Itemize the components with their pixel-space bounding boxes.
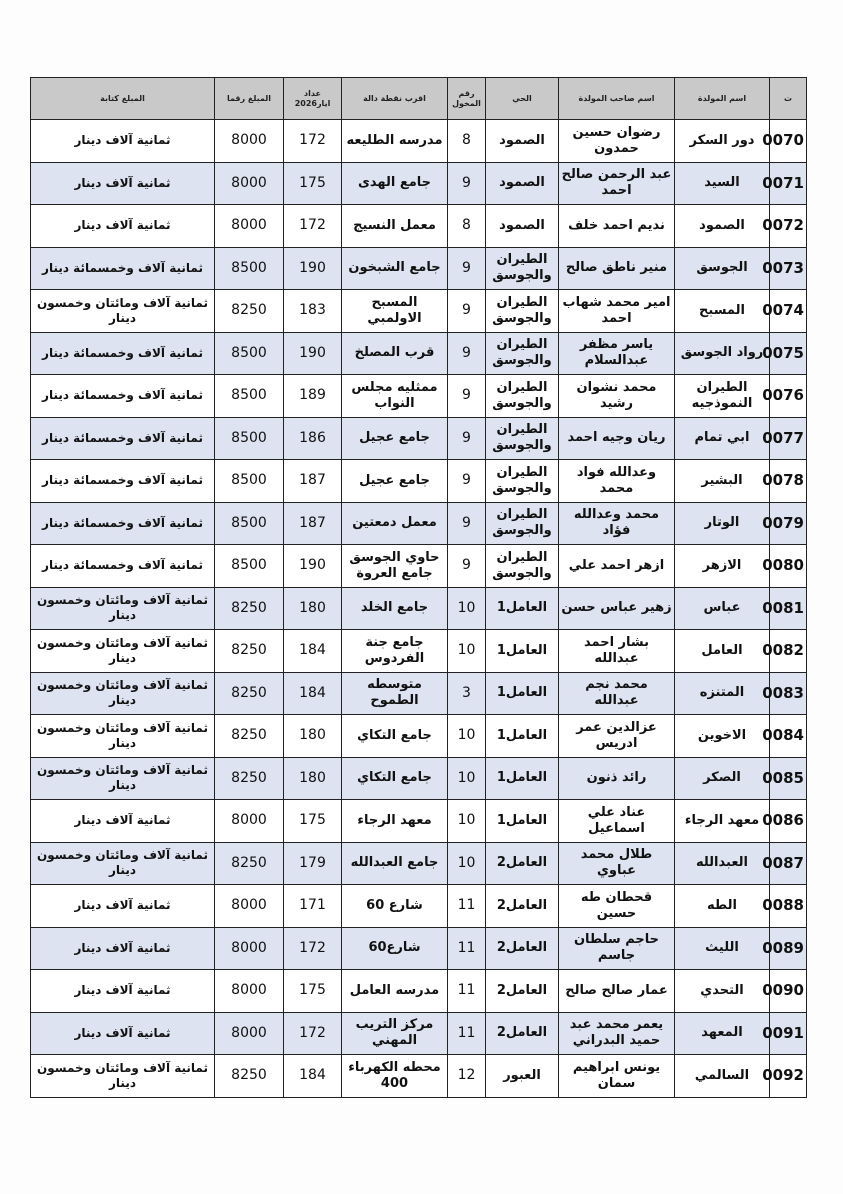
table-row bbox=[31, 672, 807, 715]
cell-neighborhood: الطيران والجوسق bbox=[486, 290, 559, 333]
cell-generator-name: الاخوين bbox=[675, 715, 770, 758]
cell-amount-numeric: 8000 bbox=[215, 162, 284, 205]
cell-amount-words: ثمانية آلاف دينار bbox=[31, 970, 215, 1013]
cell-id: 0089 bbox=[770, 927, 807, 970]
cell-id: 0072 bbox=[770, 205, 807, 248]
cell-amount-words: ثمانية آلاف دينار bbox=[31, 205, 215, 248]
cell-generator-name: الوتار bbox=[675, 502, 770, 545]
cell-generator-name: الجوسق bbox=[675, 247, 770, 290]
cell-neighborhood: الطيران والجوسق bbox=[486, 502, 559, 545]
cell-generator-name: السالمي bbox=[675, 1055, 770, 1098]
table-row bbox=[31, 970, 807, 1013]
cell-generator-name: السيد bbox=[675, 162, 770, 205]
cell-owner-name: نديم احمد خلف bbox=[559, 205, 675, 248]
cell-amount-numeric: 8500 bbox=[215, 247, 284, 290]
header-neighborhood: الحي bbox=[486, 78, 559, 120]
cell-generator-name: رواد الجوسق bbox=[675, 332, 770, 375]
cell-nearest-landmark: شارع 60 bbox=[342, 885, 448, 928]
cell-id: 0079 bbox=[770, 502, 807, 545]
cell-nearest-landmark: مدرسه العامل bbox=[342, 970, 448, 1013]
cell-amount-numeric: 8250 bbox=[215, 715, 284, 758]
cell-amount-numeric: 8000 bbox=[215, 885, 284, 928]
cell-circuit-number: 11 bbox=[448, 885, 486, 928]
cell-circuit-number: 10 bbox=[448, 757, 486, 800]
cell-generator-name: الازهر bbox=[675, 545, 770, 588]
cell-id: 0078 bbox=[770, 460, 807, 503]
cell-id: 0086 bbox=[770, 800, 807, 843]
cell-amount-words: ثمانية آلاف وخمسمائة دينار bbox=[31, 375, 215, 418]
cell-nearest-landmark: معهد الرجاء bbox=[342, 800, 448, 843]
cell-id: 0090 bbox=[770, 970, 807, 1013]
cell-generator-name: المسبح bbox=[675, 290, 770, 333]
cell-circuit-number: 9 bbox=[448, 247, 486, 290]
table-row bbox=[31, 757, 807, 800]
cell-meter: 190 bbox=[284, 247, 342, 290]
cell-circuit-number: 9 bbox=[448, 545, 486, 588]
cell-generator-name: الصمود bbox=[675, 205, 770, 248]
cell-id: 0091 bbox=[770, 1012, 807, 1055]
table-row bbox=[31, 120, 807, 163]
cell-circuit-number: 9 bbox=[448, 417, 486, 460]
cell-owner-name: محمد نجم عبدالله bbox=[559, 672, 675, 715]
cell-id: 0088 bbox=[770, 885, 807, 928]
cell-nearest-landmark: جامع التكاي bbox=[342, 715, 448, 758]
cell-generator-name: معهد الرجاء bbox=[675, 800, 770, 843]
cell-meter: 184 bbox=[284, 630, 342, 673]
table-row bbox=[31, 502, 807, 545]
cell-owner-name: قحطان طه حسين bbox=[559, 885, 675, 928]
cell-owner-name: يعمر محمد عبد حميد البدراني bbox=[559, 1012, 675, 1055]
cell-nearest-landmark: مدرسه الطليعه bbox=[342, 120, 448, 163]
cell-neighborhood: العامل1 bbox=[486, 587, 559, 630]
cell-amount-words: ثمانية آلاف وخمسمائة دينار bbox=[31, 332, 215, 375]
cell-neighborhood: العامل2 bbox=[486, 885, 559, 928]
cell-meter: 189 bbox=[284, 375, 342, 418]
cell-nearest-landmark: جامع جنة الفردوس bbox=[342, 630, 448, 673]
cell-amount-words: ثمانية آلاف ومائتان وخمسون دينار bbox=[31, 587, 215, 630]
cell-amount-words: ثمانية آلاف وخمسمائة دينار bbox=[31, 247, 215, 290]
cell-owner-name: عمار صالح صالح bbox=[559, 970, 675, 1013]
cell-circuit-number: 9 bbox=[448, 502, 486, 545]
cell-meter: 171 bbox=[284, 885, 342, 928]
cell-neighborhood: العامل1 bbox=[486, 630, 559, 673]
cell-id: 0092 bbox=[770, 1055, 807, 1098]
cell-circuit-number: 9 bbox=[448, 460, 486, 503]
table-row bbox=[31, 587, 807, 630]
cell-circuit-number: 11 bbox=[448, 927, 486, 970]
cell-amount-words: ثمانية آلاف وخمسمائة دينار bbox=[31, 460, 215, 503]
cell-nearest-landmark: حاوي الجوسق جامع العروة bbox=[342, 545, 448, 588]
table-row bbox=[31, 800, 807, 843]
cell-meter: 187 bbox=[284, 460, 342, 503]
cell-meter: 172 bbox=[284, 120, 342, 163]
cell-generator-name: دور السكر bbox=[675, 120, 770, 163]
cell-meter: 180 bbox=[284, 757, 342, 800]
cell-amount-numeric: 8500 bbox=[215, 545, 284, 588]
cell-amount-words: ثمانية آلاف دينار bbox=[31, 885, 215, 928]
cell-amount-words: ثمانية آلاف ومائتان وخمسون دينار bbox=[31, 290, 215, 333]
cell-generator-name: البشير bbox=[675, 460, 770, 503]
cell-amount-numeric: 8250 bbox=[215, 757, 284, 800]
cell-owner-name: رضوان حسين حمدون bbox=[559, 120, 675, 163]
cell-amount-words: ثمانية آلاف دينار bbox=[31, 162, 215, 205]
cell-owner-name: ريان وجيه احمد bbox=[559, 417, 675, 460]
cell-circuit-number: 10 bbox=[448, 800, 486, 843]
table-row bbox=[31, 630, 807, 673]
cell-meter: 183 bbox=[284, 290, 342, 333]
cell-amount-numeric: 8250 bbox=[215, 1055, 284, 1098]
cell-nearest-landmark: جامع عجيل bbox=[342, 460, 448, 503]
table-row bbox=[31, 417, 807, 460]
cell-id: 0071 bbox=[770, 162, 807, 205]
cell-owner-name: امير محمد شهاب احمد bbox=[559, 290, 675, 333]
cell-id: 0073 bbox=[770, 247, 807, 290]
cell-amount-words: ثمانية آلاف دينار bbox=[31, 120, 215, 163]
cell-id: 0083 bbox=[770, 672, 807, 715]
cell-amount-numeric: 8500 bbox=[215, 502, 284, 545]
cell-nearest-landmark: معمل دمعتين bbox=[342, 502, 448, 545]
cell-amount-numeric: 8500 bbox=[215, 460, 284, 503]
cell-owner-name: بشار احمد عبدالله bbox=[559, 630, 675, 673]
cell-meter: 180 bbox=[284, 715, 342, 758]
cell-nearest-landmark: جامع الخلد bbox=[342, 587, 448, 630]
header-amount-numeric: المبلغ رقما bbox=[215, 78, 284, 120]
cell-amount-numeric: 8000 bbox=[215, 205, 284, 248]
cell-nearest-landmark: مركز التريب المهني bbox=[342, 1012, 448, 1055]
cell-neighborhood: العامل2 bbox=[486, 927, 559, 970]
cell-id: 0077 bbox=[770, 417, 807, 460]
cell-nearest-landmark: المسبح الاولمبي bbox=[342, 290, 448, 333]
cell-meter: 172 bbox=[284, 1012, 342, 1055]
header-generator-name: اسم المولدة bbox=[675, 78, 770, 120]
cell-amount-words: ثمانية آلاف ومائتان وخمسون دينار bbox=[31, 1055, 215, 1098]
cell-meter: 180 bbox=[284, 587, 342, 630]
table-row bbox=[31, 1012, 807, 1055]
cell-meter: 175 bbox=[284, 162, 342, 205]
cell-id: 0081 bbox=[770, 587, 807, 630]
cell-generator-name: الصكر bbox=[675, 757, 770, 800]
cell-generator-name: المعهد bbox=[675, 1012, 770, 1055]
cell-generator-name: ابي تمام bbox=[675, 417, 770, 460]
cell-nearest-landmark: جامع الشبخون bbox=[342, 247, 448, 290]
header-amount-words: المبلغ كتابة bbox=[31, 78, 215, 120]
cell-owner-name: عبد الرحمن صالح احمد bbox=[559, 162, 675, 205]
table-row bbox=[31, 715, 807, 758]
cell-neighborhood: الطيران والجوسق bbox=[486, 375, 559, 418]
cell-neighborhood: الطيران والجوسق bbox=[486, 460, 559, 503]
cell-id: 0074 bbox=[770, 290, 807, 333]
table-row bbox=[31, 842, 807, 885]
header-serial: ت bbox=[770, 78, 807, 120]
cell-amount-words: ثمانية آلاف ومائتان وخمسون دينار bbox=[31, 842, 215, 885]
table-row bbox=[31, 205, 807, 248]
table-row bbox=[31, 332, 807, 375]
cell-circuit-number: 9 bbox=[448, 162, 486, 205]
cell-neighborhood: الصمود bbox=[486, 205, 559, 248]
cell-generator-name: عباس bbox=[675, 587, 770, 630]
cell-id: 0070 bbox=[770, 120, 807, 163]
header-nearest-landmark: اقرب نقطة دالة bbox=[342, 78, 448, 120]
cell-neighborhood: العبور bbox=[486, 1055, 559, 1098]
cell-owner-name: وعدالله فواد محمد bbox=[559, 460, 675, 503]
cell-circuit-number: 10 bbox=[448, 587, 486, 630]
table-row bbox=[31, 885, 807, 928]
cell-amount-words: ثمانية آلاف دينار bbox=[31, 800, 215, 843]
cell-meter: 190 bbox=[284, 332, 342, 375]
cell-meter: 190 bbox=[284, 545, 342, 588]
cell-circuit-number: 8 bbox=[448, 205, 486, 248]
cell-neighborhood: العامل2 bbox=[486, 970, 559, 1013]
cell-circuit-number: 10 bbox=[448, 630, 486, 673]
cell-owner-name: حاجم سلطان جاسم bbox=[559, 927, 675, 970]
cell-id: 0087 bbox=[770, 842, 807, 885]
cell-id: 0076 bbox=[770, 375, 807, 418]
cell-generator-name: العامل bbox=[675, 630, 770, 673]
cell-meter: 175 bbox=[284, 970, 342, 1013]
cell-neighborhood: الصمود bbox=[486, 120, 559, 163]
cell-nearest-landmark: جامع التكاي bbox=[342, 757, 448, 800]
cell-amount-words: ثمانية آلاف ومائتان وخمسون دينار bbox=[31, 630, 215, 673]
cell-generator-name: التحدي bbox=[675, 970, 770, 1013]
cell-id: 0080 bbox=[770, 545, 807, 588]
cell-owner-name: محمد نشوان رشيد bbox=[559, 375, 675, 418]
cell-nearest-landmark: ممثليه مجلس النواب bbox=[342, 375, 448, 418]
cell-neighborhood: الطيران والجوسق bbox=[486, 417, 559, 460]
cell-owner-name: عزالدين عمر ادريس bbox=[559, 715, 675, 758]
cell-neighborhood: العامل1 bbox=[486, 715, 559, 758]
table-row bbox=[31, 375, 807, 418]
cell-owner-name: منير ناطق صالح bbox=[559, 247, 675, 290]
cell-circuit-number: 3 bbox=[448, 672, 486, 715]
cell-amount-numeric: 8500 bbox=[215, 417, 284, 460]
cell-nearest-landmark: جامع العبدالله bbox=[342, 842, 448, 885]
cell-amount-words: ثمانية آلاف وخمسمائة دينار bbox=[31, 417, 215, 460]
cell-amount-numeric: 8250 bbox=[215, 587, 284, 630]
cell-meter: 184 bbox=[284, 672, 342, 715]
cell-amount-numeric: 8500 bbox=[215, 375, 284, 418]
cell-nearest-landmark: جامع عجيل bbox=[342, 417, 448, 460]
cell-nearest-landmark: محطه الكهرباء 400 bbox=[342, 1055, 448, 1098]
cell-owner-name: زهير عباس حسن bbox=[559, 587, 675, 630]
table-row bbox=[31, 545, 807, 588]
cell-amount-numeric: 8000 bbox=[215, 927, 284, 970]
table-body bbox=[31, 120, 807, 1098]
cell-circuit-number: 11 bbox=[448, 1012, 486, 1055]
cell-owner-name: يونس ابراهيم سمان bbox=[559, 1055, 675, 1098]
cell-neighborhood: الطيران والجوسق bbox=[486, 545, 559, 588]
cell-amount-words: ثمانية آلاف وخمسمائة دينار bbox=[31, 502, 215, 545]
table-row bbox=[31, 927, 807, 970]
cell-neighborhood: العامل1 bbox=[486, 757, 559, 800]
cell-owner-name: رائد ذنون bbox=[559, 757, 675, 800]
table-row bbox=[31, 1055, 807, 1098]
cell-meter: 172 bbox=[284, 205, 342, 248]
cell-circuit-number: 12 bbox=[448, 1055, 486, 1098]
table-row bbox=[31, 460, 807, 503]
cell-circuit-number: 9 bbox=[448, 290, 486, 333]
cell-nearest-landmark: متوسطه الطموح bbox=[342, 672, 448, 715]
cell-meter: 175 bbox=[284, 800, 342, 843]
table-row bbox=[31, 247, 807, 290]
cell-amount-words: ثمانية آلاف دينار bbox=[31, 1012, 215, 1055]
cell-circuit-number: 10 bbox=[448, 842, 486, 885]
cell-nearest-landmark: جامع الهدى bbox=[342, 162, 448, 205]
cell-owner-name: محمد وعدالله فؤاد bbox=[559, 502, 675, 545]
header-owner-name: اسم صاحب المولدة bbox=[559, 78, 675, 120]
cell-meter: 179 bbox=[284, 842, 342, 885]
cell-amount-numeric: 8250 bbox=[215, 672, 284, 715]
table-row bbox=[31, 290, 807, 333]
cell-amount-words: ثمانية آلاف ومائتان وخمسون دينار bbox=[31, 757, 215, 800]
header-circuit-number: رقم المخول bbox=[448, 78, 486, 120]
table-row bbox=[31, 162, 807, 205]
cell-circuit-number: 8 bbox=[448, 120, 486, 163]
cell-circuit-number: 11 bbox=[448, 970, 486, 1013]
cell-generator-name: الطيران النموذجيه bbox=[675, 375, 770, 418]
cell-meter: 187 bbox=[284, 502, 342, 545]
cell-amount-numeric: 8250 bbox=[215, 842, 284, 885]
cell-neighborhood: العامل1 bbox=[486, 800, 559, 843]
cell-nearest-landmark: شارع60 bbox=[342, 927, 448, 970]
cell-nearest-landmark: قرب المصلخ bbox=[342, 332, 448, 375]
table-header-row bbox=[31, 78, 807, 120]
cell-owner-name: طلال محمد عباوي bbox=[559, 842, 675, 885]
cell-owner-name: عناد علي اسماعيل bbox=[559, 800, 675, 843]
cell-amount-numeric: 8000 bbox=[215, 1012, 284, 1055]
cell-circuit-number: 10 bbox=[448, 715, 486, 758]
cell-meter: 186 bbox=[284, 417, 342, 460]
cell-amount-numeric: 8250 bbox=[215, 290, 284, 333]
cell-amount-numeric: 8500 bbox=[215, 332, 284, 375]
cell-circuit-number: 9 bbox=[448, 375, 486, 418]
cell-owner-name: ازهر احمد علي bbox=[559, 545, 675, 588]
cell-id: 0084 bbox=[770, 715, 807, 758]
cell-owner-name: ياسر مظفر عبدالسلام bbox=[559, 332, 675, 375]
cell-id: 0082 bbox=[770, 630, 807, 673]
cell-id: 0075 bbox=[770, 332, 807, 375]
cell-amount-numeric: 8250 bbox=[215, 630, 284, 673]
generators-table bbox=[30, 77, 807, 1098]
cell-amount-words: ثمانية آلاف وخمسمائة دينار bbox=[31, 545, 215, 588]
cell-amount-numeric: 8000 bbox=[215, 120, 284, 163]
cell-amount-words: ثمانية آلاف دينار bbox=[31, 927, 215, 970]
cell-amount-words: ثمانية آلاف ومائتان وخمسون دينار bbox=[31, 715, 215, 758]
cell-generator-name: المتنزه bbox=[675, 672, 770, 715]
header-meter: عداد ايار2026 bbox=[284, 78, 342, 120]
cell-neighborhood: العامل2 bbox=[486, 842, 559, 885]
cell-generator-name: العبدالله bbox=[675, 842, 770, 885]
cell-meter: 172 bbox=[284, 927, 342, 970]
cell-amount-words: ثمانية آلاف ومائتان وخمسون دينار bbox=[31, 672, 215, 715]
cell-id: 0085 bbox=[770, 757, 807, 800]
cell-neighborhood: الصمود bbox=[486, 162, 559, 205]
cell-generator-name: الطه bbox=[675, 885, 770, 928]
cell-neighborhood: الطيران والجوسق bbox=[486, 247, 559, 290]
cell-neighborhood: العامل1 bbox=[486, 672, 559, 715]
cell-circuit-number: 9 bbox=[448, 332, 486, 375]
cell-neighborhood: العامل2 bbox=[486, 1012, 559, 1055]
cell-meter: 184 bbox=[284, 1055, 342, 1098]
cell-amount-numeric: 8000 bbox=[215, 970, 284, 1013]
cell-nearest-landmark: معمل النسيج bbox=[342, 205, 448, 248]
cell-neighborhood: الطيران والجوسق bbox=[486, 332, 559, 375]
cell-amount-numeric: 8000 bbox=[215, 800, 284, 843]
cell-generator-name: الليث bbox=[675, 927, 770, 970]
